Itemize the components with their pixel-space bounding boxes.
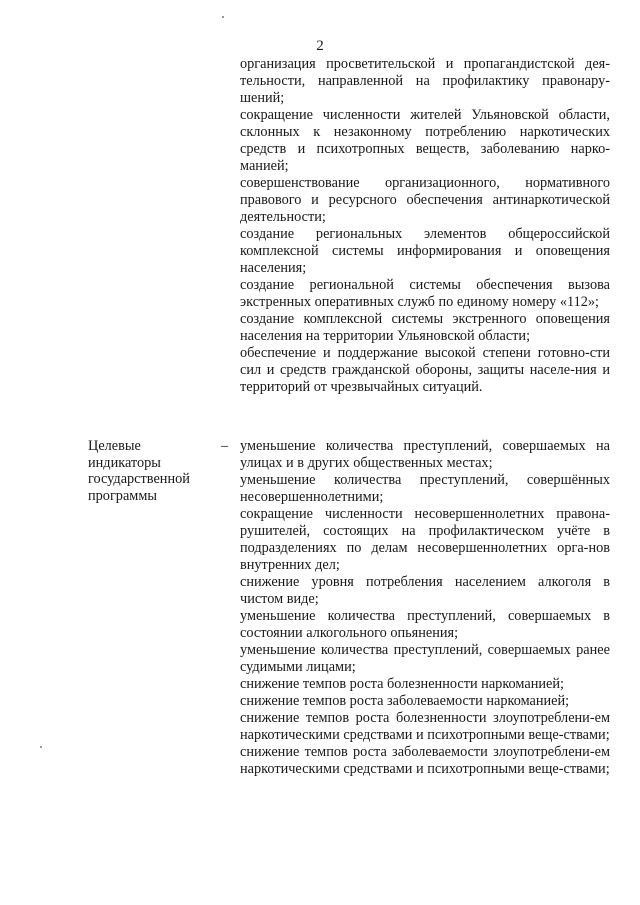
list-item: организация просветительской и пропагандистской дея-тельности, направленной на профилактику правонару-шений; — [240, 56, 610, 106]
list-item: уменьшение количества преступлений, совершаемых ранее судимыми лицами; — [240, 642, 610, 675]
list-item: создание региональной системы обеспечения вызова экстренных оперативных служб по единому номеру «112»; — [240, 277, 610, 310]
list-item: снижение темпов роста заболеваемости злоупотреблени-ем наркотическими средствами и психотропными веще-ствами; — [240, 744, 610, 777]
goals-list — [240, 56, 610, 396]
list-item: уменьшение количества преступлений, совершаемых в состоянии алкогольного опьянения; — [240, 608, 610, 641]
list-item: обеспечение и поддержание высокой степени готовно-сти сил и средств гражданской обороны, защиты населе-ния и территорий от чрезвычайных ситуаций. — [240, 345, 610, 395]
list-item: снижение темпов роста заболеваемости наркоманией; — [240, 693, 570, 709]
list-item: снижение темпов роста болезненности наркоманией; — [240, 676, 564, 692]
list-item: снижение уровня потребления населением алкоголя в чистом виде; — [240, 574, 610, 607]
indicators-list — [240, 438, 610, 778]
page-number: 2 — [316, 38, 324, 54]
list-item: сокращение численности несовершеннолетних правона-рушителей, состоящих на профилактическом учёте в подразделениях по делам несовершеннолетних орга-нов внутренних дел; — [240, 506, 610, 573]
list-item: создание региональных элементов общероссийской комплексной системы информирования и оповещения населения; — [240, 226, 610, 276]
list-item: уменьшение количества преступлений, совершаемых на улицах и в других общественных местах; — [240, 438, 610, 471]
indicators-label: Целевые индикаторы государственной программы — [88, 438, 190, 504]
row-dash: – — [221, 438, 229, 454]
list-item: сокращение численности жителей Ульяновской области, склонных к незаконному потреблению наркотических средств и психотропных веществ, заболеванию нарко-манией; — [240, 107, 610, 174]
scan-speck — [222, 16, 224, 18]
list-item: создание комплексной системы экстренного оповещения населения на территории Ульяновской области; — [240, 311, 610, 344]
scan-speck — [40, 746, 42, 748]
list-item: уменьшение количества преступлений, совершённых несовершеннолетними; — [240, 472, 610, 505]
list-item: снижение темпов роста болезненности злоупотреблени-ем наркотическими средствами и психотропными веще-ствами; — [240, 710, 610, 743]
list-item: совершенствование организационного, нормативного правового и ресурсного обеспечения антинаркотической деятельности; — [240, 175, 610, 225]
